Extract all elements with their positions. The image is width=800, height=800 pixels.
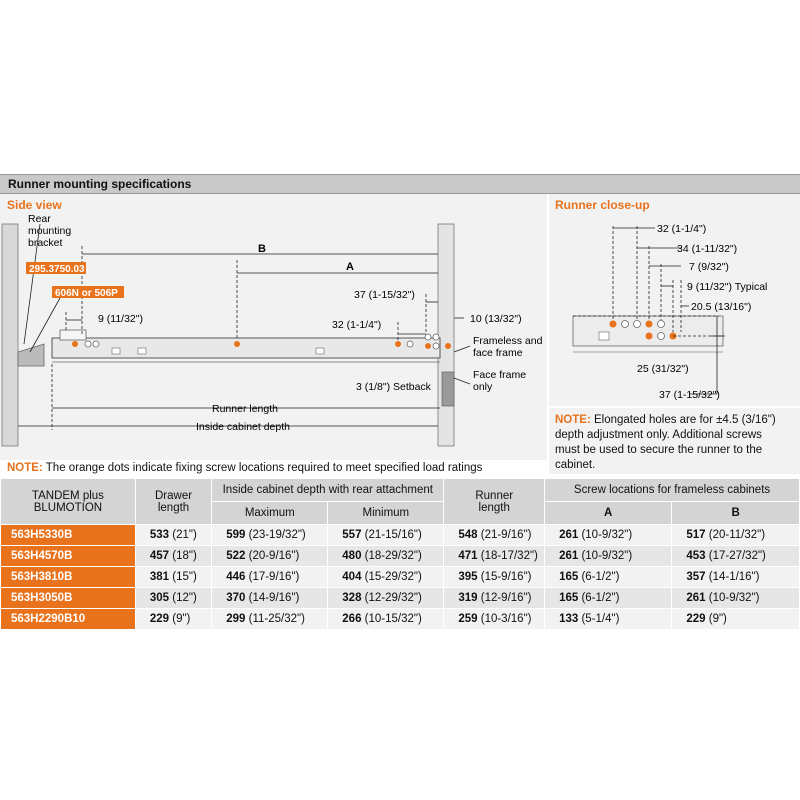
a-mm: 165 xyxy=(559,571,579,583)
header-b: B xyxy=(672,502,800,525)
b-inch: (9") xyxy=(708,613,727,625)
runner-mm: 471 xyxy=(458,550,478,562)
spec-sheet xyxy=(0,174,800,626)
runner-inch: (10-3/16") xyxy=(480,613,532,625)
model-cell: 563H3810B xyxy=(1,567,136,588)
b-cell xyxy=(672,567,800,588)
header-model xyxy=(1,479,136,525)
max-inch: (20-9/16") xyxy=(248,550,300,562)
min-inch: (15-29/32") xyxy=(364,571,422,583)
rear-bracket-label-3: bracket xyxy=(28,237,63,249)
b-mm: 261 xyxy=(686,592,706,604)
header-drawer-line-1: Drawer xyxy=(155,489,193,502)
min-cell xyxy=(328,546,444,567)
runner-cell xyxy=(444,609,545,630)
closeup-dim-7: 7 (9/32") xyxy=(689,261,729,273)
b-inch: (17-27/32") xyxy=(708,550,766,562)
header-runner xyxy=(444,479,545,525)
spec-table xyxy=(0,478,800,630)
model-cell: 563H3050B xyxy=(1,588,136,609)
bottom-note xyxy=(7,462,482,474)
face-frame-only-2: only xyxy=(473,381,493,393)
runner-mm: 548 xyxy=(458,529,478,541)
min-mm: 266 xyxy=(342,613,362,625)
drawer-inch: (9") xyxy=(172,613,191,625)
b-cell xyxy=(672,525,800,546)
runner-cell xyxy=(444,525,545,546)
runner-mm: 395 xyxy=(458,571,478,583)
header-maximum: Maximum xyxy=(212,502,328,525)
a-inch: (6-1/2") xyxy=(581,571,620,583)
runner-cell xyxy=(444,567,545,588)
closeup-dim-32: 32 (1-1/4") xyxy=(657,223,707,235)
bottom-note-label: NOTE: xyxy=(7,462,43,474)
max-mm: 370 xyxy=(226,592,246,604)
title-bar xyxy=(0,174,800,194)
a-cell xyxy=(545,588,672,609)
closeup-note-line-4: cabinet. xyxy=(555,459,596,471)
min-mm: 557 xyxy=(342,529,362,541)
a-mm: 261 xyxy=(559,550,579,562)
drawer-inch: (21") xyxy=(172,529,197,541)
max-mm: 299 xyxy=(226,613,246,625)
max-cell xyxy=(212,546,328,567)
header-a: A xyxy=(545,502,672,525)
a-inch: (10-9/32") xyxy=(581,529,633,541)
min-mm: 404 xyxy=(342,571,362,583)
a-inch: (10-9/32") xyxy=(581,550,633,562)
table-row xyxy=(1,567,800,588)
closeup-note-label: NOTE: xyxy=(555,414,591,426)
max-inch: (23-19/32") xyxy=(248,529,306,541)
max-inch: (17-9/16") xyxy=(248,571,300,583)
max-mm: 446 xyxy=(226,571,246,583)
drawer-mm: 229 xyxy=(149,613,170,625)
min-mm: 328 xyxy=(342,592,362,604)
b-mm: 453 xyxy=(686,550,706,562)
closeup-note-line-1 xyxy=(555,414,776,426)
drawer-cell xyxy=(135,609,211,630)
runner-inch: (18-17/32") xyxy=(480,550,538,562)
a-cell xyxy=(545,609,672,630)
a-cell xyxy=(545,546,672,567)
b-inch: (20-11/32") xyxy=(708,529,766,541)
header-screw: Screw locations for frameless cabinets xyxy=(545,479,800,502)
rear-bracket-label-2: mounting xyxy=(28,225,72,237)
a-mm: 261 xyxy=(559,529,579,541)
header-runner-line-2: length xyxy=(478,501,510,514)
b-cell xyxy=(672,546,800,567)
runner-length-label: Runner length xyxy=(212,403,278,415)
closeup-dim-37: 37 (1-15/32") xyxy=(659,389,720,401)
min-inch: (12-29/32") xyxy=(364,592,422,604)
max-inch: (11-25/32") xyxy=(248,613,305,625)
header-model-line-1: TANDEM plus xyxy=(31,489,104,502)
rear-bracket-label-1: Rear xyxy=(28,213,51,225)
runner-mm: 259 xyxy=(458,613,478,625)
drawer-cell xyxy=(135,588,211,609)
min-inch: (10-15/32") xyxy=(364,613,422,625)
runner-inch: (15-9/16") xyxy=(480,571,532,583)
header-drawer xyxy=(135,479,211,525)
b-cell xyxy=(672,609,800,630)
drawer-mm: 457 xyxy=(149,550,170,562)
drawer-inch: (15") xyxy=(172,571,197,583)
header-runner-line-1: Runner xyxy=(475,489,514,502)
side-view-title: Side view xyxy=(7,198,62,212)
dim-a: A xyxy=(346,261,354,273)
model-cell: 563H2290B10 xyxy=(1,609,136,630)
max-cell xyxy=(212,609,328,630)
face-frame-label: face frame xyxy=(473,347,523,359)
setback-label: 3 (1/8") Setback xyxy=(356,381,431,393)
runner-cell xyxy=(444,588,545,609)
closeup-title: Runner close-up xyxy=(555,198,650,212)
table-row xyxy=(1,525,800,546)
max-cell xyxy=(212,567,328,588)
max-cell xyxy=(212,525,328,546)
max-cell xyxy=(212,588,328,609)
dim-37: 37 (1-15/32") xyxy=(354,289,415,301)
min-mm: 480 xyxy=(342,550,362,562)
inside-depth-label: Inside cabinet depth xyxy=(196,421,290,433)
b-inch: (10-9/32") xyxy=(708,592,760,604)
face-frame-only-1: Face frame xyxy=(473,369,527,381)
min-inch: (18-29/32") xyxy=(364,550,422,562)
table-row xyxy=(1,546,800,567)
dim-32: 32 (1-1/4") xyxy=(332,319,382,331)
runner-inch: (12-9/16") xyxy=(480,592,532,604)
drawer-cell xyxy=(135,567,211,588)
runner-inch: (21-9/16") xyxy=(480,529,532,541)
a-cell xyxy=(545,525,672,546)
closeup-diagram xyxy=(549,194,800,406)
closeup-dim-34: 34 (1-11/32") xyxy=(677,243,738,255)
closeup-dim-9: 9 (11/32") Typical xyxy=(687,281,768,293)
dim-b: B xyxy=(258,243,266,255)
runner-mm: 319 xyxy=(458,592,478,604)
drawer-mm: 305 xyxy=(149,592,170,604)
dim-9: 9 (11/32") xyxy=(98,313,143,325)
min-cell xyxy=(328,525,444,546)
b-mm: 357 xyxy=(686,571,706,583)
a-mm: 165 xyxy=(559,592,579,604)
part-606: 606N or 506P xyxy=(55,288,118,299)
bottom-note-text: The orange dots indicate fixing screw locations required to meet specified load ratings xyxy=(45,462,483,474)
a-inch: (6-1/2") xyxy=(581,592,620,604)
max-mm: 522 xyxy=(226,550,246,562)
a-inch: (5-1/4") xyxy=(581,613,620,625)
drawer-mm: 381 xyxy=(149,571,170,583)
drawer-cell xyxy=(135,525,211,546)
min-cell xyxy=(328,588,444,609)
table-row xyxy=(1,588,800,609)
closeup-note-line-2: depth adjustment only. Additional screws xyxy=(555,429,762,441)
closeup-note-line-3: must be used to secure the runner to the xyxy=(555,444,763,456)
drawer-inch: (12") xyxy=(172,592,197,604)
min-cell xyxy=(328,609,444,630)
b-cell xyxy=(672,588,800,609)
closeup-dim-20-5: 20.5 (13/16") xyxy=(691,301,752,313)
dim-10: 10 (13/32") xyxy=(470,313,522,325)
header-inside: Inside cabinet depth with rear attachment xyxy=(212,479,444,502)
model-cell: 563H5330B xyxy=(1,525,136,546)
min-cell xyxy=(328,567,444,588)
drawer-inch: (18") xyxy=(172,550,197,562)
frameless-label: Frameless and xyxy=(473,335,543,347)
drawer-mm: 533 xyxy=(149,529,170,541)
a-mm: 133 xyxy=(559,613,579,625)
closeup-note-text-1: Elongated holes are for ±4.5 (3/16") xyxy=(593,414,776,426)
max-inch: (14-9/16") xyxy=(248,592,300,604)
max-mm: 599 xyxy=(226,529,246,541)
header-drawer-line-2: length xyxy=(157,501,190,514)
b-mm: 517 xyxy=(686,529,706,541)
runner-cell xyxy=(444,546,545,567)
a-cell xyxy=(545,567,672,588)
b-inch: (14-1/16") xyxy=(708,571,760,583)
drawer-cell xyxy=(135,546,211,567)
header-minimum: Minimum xyxy=(328,502,444,525)
side-view-diagram xyxy=(0,194,547,460)
part-295: 295.3750.03 xyxy=(29,264,85,275)
table-row xyxy=(1,609,800,630)
min-inch: (21-15/16") xyxy=(364,529,422,541)
page-title: Runner mounting specifications xyxy=(8,177,192,191)
model-cell: 563H4570B xyxy=(1,546,136,567)
closeup-dim-25: 25 (31/32") xyxy=(637,363,689,375)
b-mm: 229 xyxy=(686,613,706,625)
header-model-line-2: BLUMOTION xyxy=(33,501,103,514)
